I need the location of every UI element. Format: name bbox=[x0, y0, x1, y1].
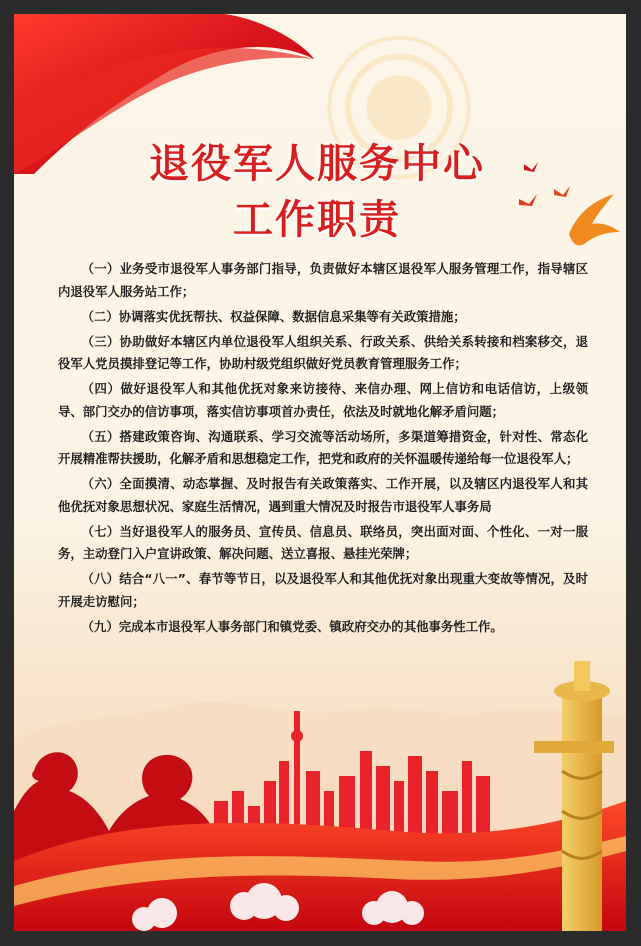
duty-item: （四）做好退役军人和其他优抚对象来访接待、来信办理、网上信访和电话信访，上级领导、部门交办的信访事项，落实信访事项首办责任，依法及时就地化解矛盾问题； bbox=[58, 381, 588, 419]
page-subtitle: 工作职责 bbox=[233, 197, 401, 243]
page-title: 退役军人服务中心 bbox=[149, 141, 485, 187]
duty-item: （七）当好退役军人的服务员、宣传员、信息员、联络员，突出面对面、个性化、一对一服务，主动登门入户宣讲政策、解决问题、送立喜报、悬挂光荣牌； bbox=[58, 523, 588, 561]
duty-item: （一）业务受市退役军人事务部门指导，负责做好本辖区退役军人服务管理工作，指导辖区内退役军人服务站工作； bbox=[58, 261, 588, 299]
duty-item: （五）搭建政策咨询、沟通联系、学习交流等活动场所，多渠道筹措资金，针对性、常态化开展精准帮扶援助，化解矛盾和思想稳定工作，把党和政府的关怀温暖传递给每一位退役军人； bbox=[58, 428, 588, 466]
duties-list bbox=[58, 258, 588, 641]
duty-item: （九）完成本市退役军人事务部门和镇党委、镇政府交办的其他事务性工作。 bbox=[81, 618, 503, 634]
poster bbox=[14, 14, 626, 931]
duty-item: （三）协助做好本辖区内单位退役军人组织关系、行政关系、供给关系转接和档案移交，退役军人党员摸排登记等工作，协助村级党组织做好党员教育管理服务工作； bbox=[58, 333, 588, 371]
bottom-decoration bbox=[14, 651, 626, 931]
flying-doves-icon bbox=[514, 154, 626, 274]
duty-item: （二）协调落实优抚帮扶、权益保障、数据信息采集等有关政策措施； bbox=[81, 308, 466, 324]
duty-item: （六）全面摸清、动态掌握、及时报告有关政策落实、工作开展，以及辖区内退役军人和其他优抚对象思想状况、家庭生活情况，遇到重大情况及时报告市退役军人事务局 bbox=[58, 476, 588, 514]
duty-item: （八）结合“八一”、春节等节日，以及退役军人和其他优抚对象出现重大变故等情况，及时开展走访慰问； bbox=[58, 571, 588, 609]
